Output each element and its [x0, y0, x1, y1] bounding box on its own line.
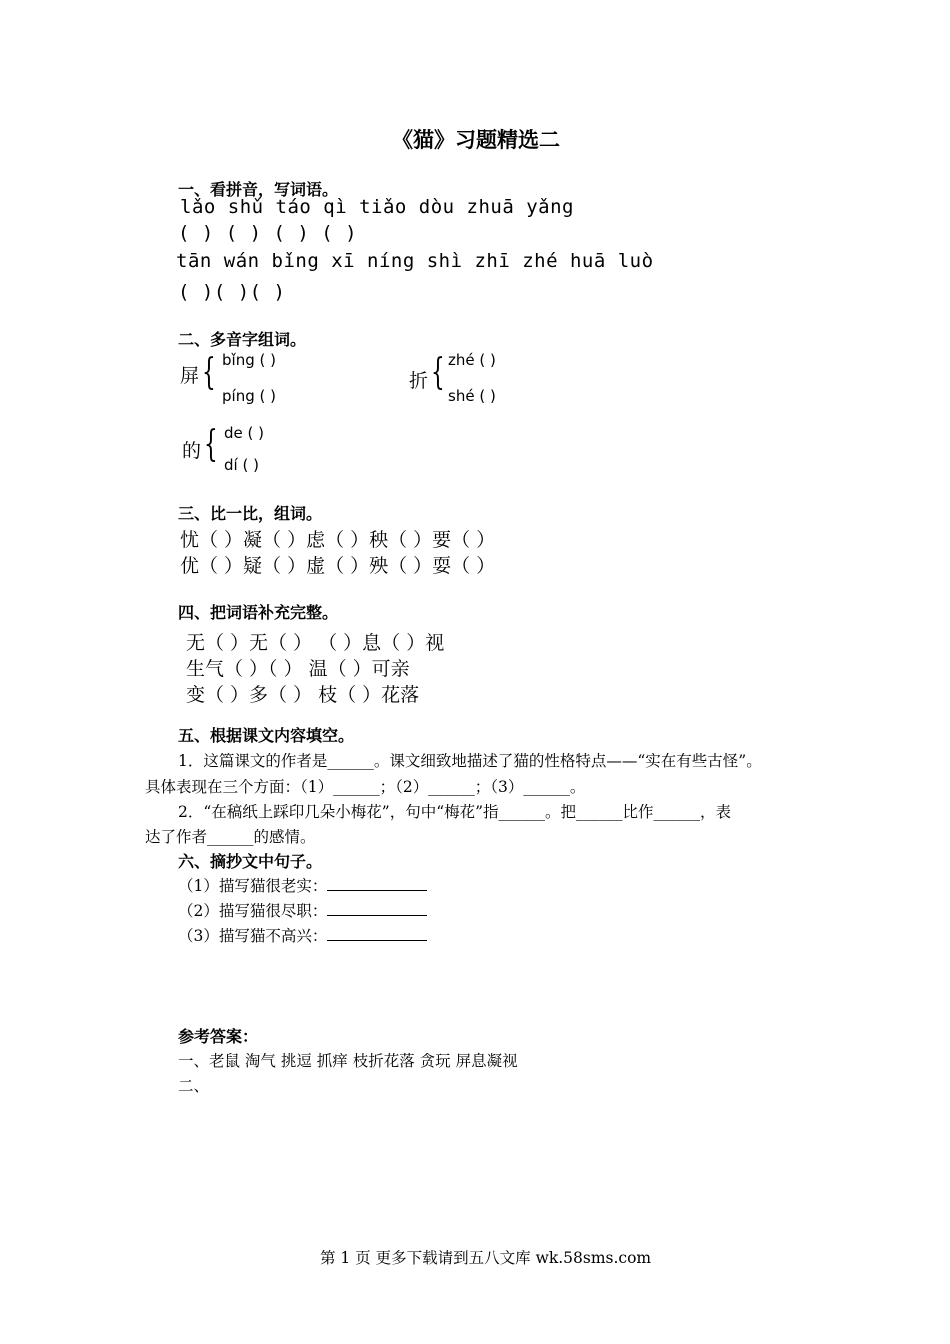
answers-line-1: 一、老鼠 淘气 挑逗 抓痒 枝折花落 贪玩 屏息凝视 [178, 1052, 518, 1070]
section-4-heading: 四、把词语补充完整。 [178, 603, 339, 622]
polyphone-1-reading-a: bǐng ( ) [222, 351, 276, 369]
excerpt-item-2 [178, 899, 427, 921]
polyphone-3-reading-b: dí ( ) [224, 456, 259, 474]
answers-heading: 参考答案： [178, 1027, 259, 1046]
section-5-heading: 五、根据课文内容填空。 [178, 726, 355, 745]
brace-icon: { [204, 424, 218, 465]
brace-icon: { [431, 352, 445, 393]
polyphone-2-reading-a: zhé ( ) [448, 351, 496, 369]
fill-line-1: 1．这篇课文的作者是______。课文细致地描述了猫的性格特点——“实在有些古怪”。 [178, 752, 762, 770]
fill-line-2: 具体表现在三个方面：（1）______；（2）______；（3）______。 [145, 778, 586, 796]
complete-row-2: 生气（ ）（ ） 温（ ）可亲 [186, 658, 410, 680]
complete-row-1: 无（ ）无（ ） （ ）息（ ）视 [186, 632, 445, 654]
polyphone-char-3: 的 [182, 440, 202, 462]
answer-line [327, 924, 427, 941]
section-2-heading: 二、多音字组词。 [178, 330, 307, 349]
pinyin-row-1: lǎo shǔ táo qì tiǎo dòu zhuā yǎng [180, 196, 574, 218]
blank-row-1: ( ) ( ) ( ) ( ) [178, 222, 358, 244]
excerpt-item-3-label: （3）描写猫不高兴： [178, 927, 328, 945]
compare-row-1: 忧（ ）凝（ ）虑（ ）秧（ ）要（ ） [180, 529, 496, 551]
polyphone-1-reading-b: píng ( ) [222, 387, 276, 405]
answer-line [327, 874, 427, 891]
answer-line [327, 899, 427, 916]
excerpt-item-3 [178, 924, 427, 946]
polyphone-char-2: 折 [409, 370, 429, 392]
polyphone-3-reading-a: de ( ) [224, 424, 264, 442]
fill-line-3: 2．“在稿纸上踩印几朵小梅花”，句中“梅花”指______。把______比作______，表 [178, 803, 732, 821]
brace-icon: { [202, 352, 216, 393]
compare-row-2: 优（ ）疑（ ）虚（ ）殃（ ）耍（ ） [180, 555, 496, 577]
polyphone-2-reading-b: shé ( ) [448, 387, 496, 405]
blank-row-2: ( )( )( ) [178, 281, 286, 303]
pinyin-row-2: tān wán bǐng xī níng shì zhī zhé huā luò [176, 250, 654, 272]
section-6-heading: 六、摘抄文中句子。 [178, 852, 323, 871]
polyphone-char-1: 屏 [180, 365, 200, 387]
excerpt-item-1-label: （1）描写猫很老实： [178, 877, 328, 895]
excerpt-item-2-label: （2）描写猫很尽职： [178, 902, 328, 920]
section-3-heading: 三、比一比，组词。 [178, 504, 323, 523]
page-title: 《猫》习题精选二 [392, 127, 560, 152]
section-1-heading: 一、看拼音，写词语。 [178, 180, 339, 199]
fill-line-4: 达了作者______的感情。 [145, 828, 316, 846]
complete-row-3: 变（ ）多（ ） 枝（ ）花落 [186, 684, 420, 706]
page-footer: 第 1 页 更多下载请到五八文库 wk.58sms.com [320, 1249, 652, 1267]
excerpt-item-1 [178, 874, 427, 896]
answers-line-2: 二、 [178, 1077, 210, 1095]
